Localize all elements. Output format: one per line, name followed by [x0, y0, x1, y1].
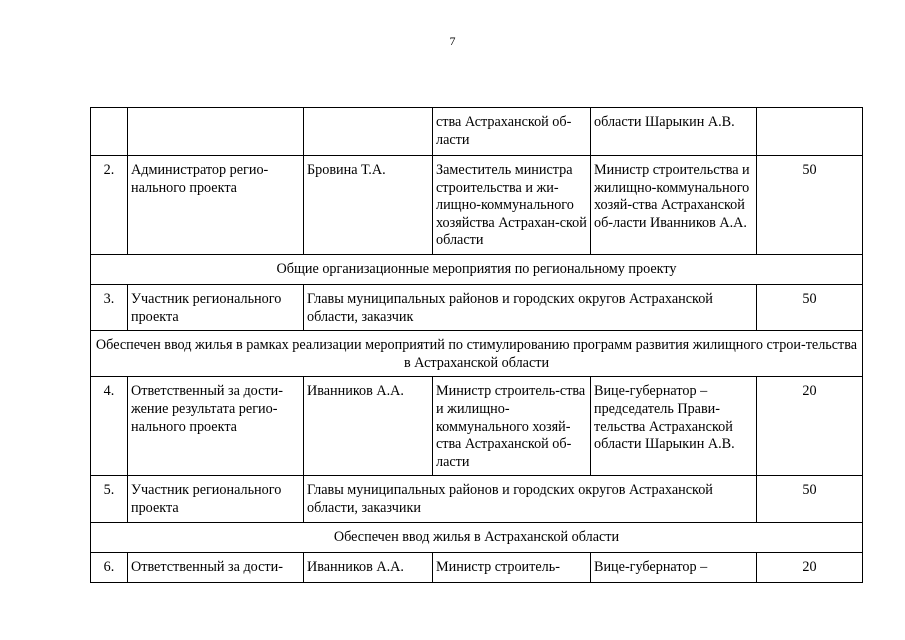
- project-role: Участник регионального проекта: [128, 476, 304, 522]
- project-role: Ответственный за дости-жение результата регио-нального проекта: [128, 377, 304, 476]
- project-roster-table: [90, 107, 863, 583]
- direct-supervisor: Министр строительства и жилищно-коммунального хозяй-ства Астраханской об-ласти Иванников А.А.: [591, 156, 757, 255]
- section-header-row: [91, 331, 863, 377]
- row-number: [91, 108, 128, 156]
- section-title: Обеспечен ввод жилья в рамках реализации мероприятий по стимулированию программ развития жилищного строи-тельства в Астраханской области: [91, 331, 863, 377]
- table-row: [91, 284, 863, 330]
- direct-supervisor: Вице-губернатор – председатель Прави-тельства Астраханской области Шарыкин А.В.: [591, 377, 757, 476]
- participants-merged: Главы муниципальных районов и городских округов Астраханской области, заказчик: [304, 284, 757, 330]
- workload-percent: 50: [757, 284, 863, 330]
- section-header-row: [91, 254, 863, 284]
- person-name: [304, 108, 433, 156]
- row-number: 5.: [91, 476, 128, 522]
- person-position: Заместитель министра строительства и жи-лищно-коммунального хозяйства Астрахан-ской области: [433, 156, 591, 255]
- person-position: Министр строитель-: [433, 552, 591, 582]
- direct-supervisor: области Шарыкин А.В.: [591, 108, 757, 156]
- table-row: [91, 377, 863, 476]
- row-number: 4.: [91, 377, 128, 476]
- person-position: ства Астраханской об-ласти: [433, 108, 591, 156]
- workload-percent: 50: [757, 156, 863, 255]
- project-role: Ответственный за дости-: [128, 552, 304, 582]
- direct-supervisor: Вице-губернатор –: [591, 552, 757, 582]
- workload-percent: [757, 108, 863, 156]
- project-role: Администратор регио-нального проекта: [128, 156, 304, 255]
- workload-percent: 20: [757, 552, 863, 582]
- workload-percent: 50: [757, 476, 863, 522]
- row-number: 3.: [91, 284, 128, 330]
- project-role: Участник регионального проекта: [128, 284, 304, 330]
- person-name: Иванников А.А.: [304, 377, 433, 476]
- workload-percent: 20: [757, 377, 863, 476]
- person-name: Иванников А.А.: [304, 552, 433, 582]
- table-row: [91, 156, 863, 255]
- participants-merged: Главы муниципальных районов и городских округов Астраханской области, заказчики: [304, 476, 757, 522]
- person-position: Министр строитель-ства и жилищно-коммунального хозяй-ства Астраханской об-ласти: [433, 377, 591, 476]
- section-title: Общие организационные мероприятия по региональному проекту: [91, 254, 863, 284]
- table-row: [91, 108, 863, 156]
- row-number: 2.: [91, 156, 128, 255]
- page-number: 7: [449, 34, 456, 48]
- row-number: 6.: [91, 552, 128, 582]
- table-row: [91, 476, 863, 522]
- section-header-row: [91, 522, 863, 552]
- table-row: [91, 552, 863, 582]
- section-title: Обеспечен ввод жилья в Астраханской области: [91, 522, 863, 552]
- person-name: Бровина Т.А.: [304, 156, 433, 255]
- project-role: [128, 108, 304, 156]
